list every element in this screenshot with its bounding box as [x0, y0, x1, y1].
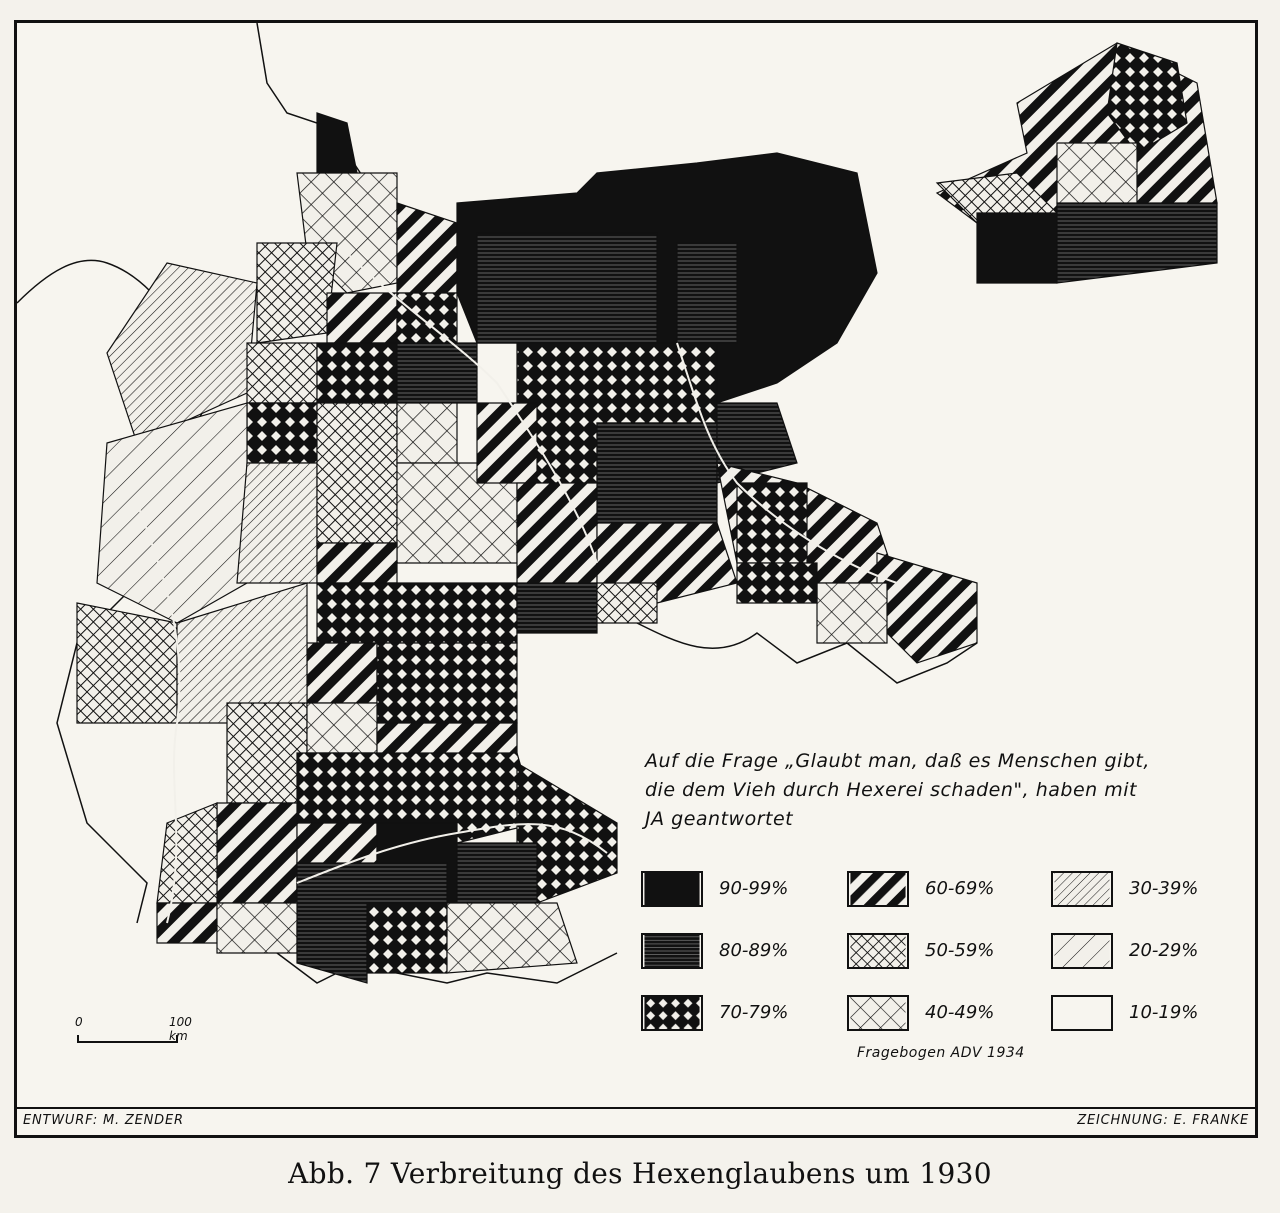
- credit-design: ENTWURF: M. ZENDER: [23, 1113, 184, 1128]
- legend-item-60-69: [847, 871, 1047, 911]
- legend-label: 50-59%: [925, 940, 995, 961]
- source-note: Fragebogen ADV 1934: [857, 1045, 1025, 1061]
- legend-item-50-59: [847, 933, 1047, 973]
- legend-swatch-solid-black: [641, 871, 703, 907]
- legend-grid: [641, 871, 1241, 1041]
- legend-item-70-79: [641, 995, 841, 1035]
- figure-caption: Abb. 7 Verbreitung des Hexenglaubens um 1930: [288, 1157, 992, 1190]
- scale-distance-label: 100 km: [169, 1015, 192, 1043]
- legend-question-line-1: Auf die Frage „Glaubt man, daß es Menschen gibt,: [645, 750, 1150, 772]
- legend-item-10-19: [1051, 995, 1251, 1035]
- legend-question-line-3: JA geantwortet: [645, 808, 794, 830]
- legend-swatch-fine-crosshatch: [847, 933, 909, 969]
- legend-swatch-dense-thin-diagonal: [1051, 871, 1113, 907]
- legend-swatch-blank: [1051, 995, 1113, 1031]
- legend-label: 30-39%: [1129, 878, 1199, 899]
- map-frame: [14, 20, 1258, 1138]
- credits-bar: [17, 1107, 1255, 1135]
- legend-item-90-99: [641, 871, 841, 911]
- legend-label: 20-29%: [1129, 940, 1199, 961]
- legend-swatch-wide-crosshatch: [847, 995, 909, 1031]
- scale-tick-left: [77, 1035, 79, 1043]
- credit-drawing: ZEICHNUNG: E. FRANKE: [1077, 1113, 1249, 1128]
- legend-swatch-thick-diagonal: [847, 871, 909, 907]
- legend-swatch-sparse-thin-diagonal: [1051, 933, 1113, 969]
- legend-label: 70-79%: [719, 1002, 789, 1023]
- legend-item-30-39: [1051, 871, 1251, 911]
- legend-swatch-dotted: [641, 995, 703, 1031]
- scale-zero-label: 0: [75, 1015, 83, 1029]
- legend-item-80-89: [641, 933, 841, 973]
- legend-label: 80-89%: [719, 940, 789, 961]
- scale-line: [77, 1041, 177, 1043]
- legend-item-20-29: [1051, 933, 1251, 973]
- map-regions: [77, 43, 1217, 983]
- legend-question-line-2: die dem Vieh durch Hexerei schaden", haben mit: [645, 779, 1137, 801]
- scale-bar: [75, 1015, 197, 1047]
- legend-item-40-49: [847, 995, 1047, 1035]
- legend-label: 60-69%: [925, 878, 995, 899]
- legend-label: 10-19%: [1129, 1002, 1199, 1023]
- legend-question: [645, 747, 1245, 834]
- legend-label: 40-49%: [925, 1002, 995, 1023]
- legend-swatch-horizontal-lines: [641, 933, 703, 969]
- legend-label: 90-99%: [719, 878, 789, 899]
